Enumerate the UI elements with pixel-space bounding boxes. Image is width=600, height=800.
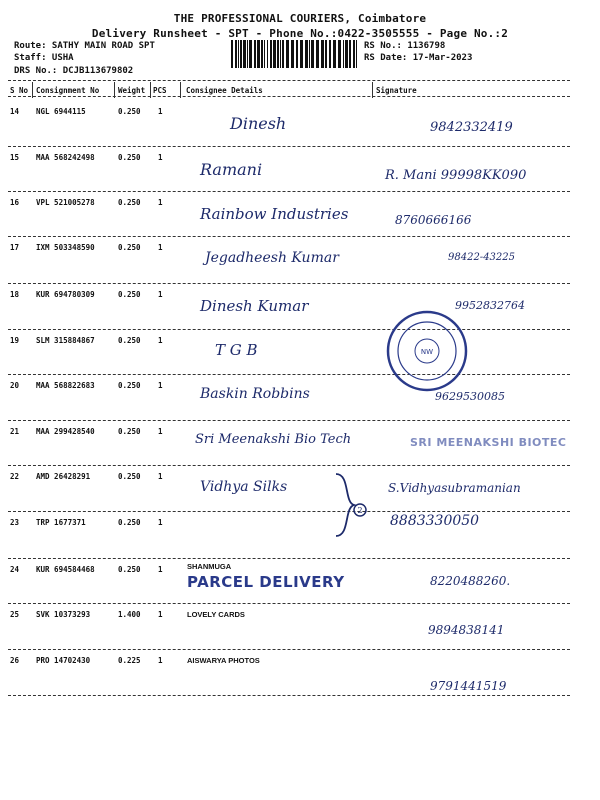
rs-number: RS No.: 1136798 bbox=[364, 41, 446, 51]
row-sno: 18 bbox=[10, 290, 20, 299]
row-weight: 0.250 bbox=[118, 381, 141, 390]
row-consignment: KUR 694780309 bbox=[36, 290, 95, 299]
row-weight: 0.250 bbox=[118, 243, 141, 252]
row-sno: 23 bbox=[10, 518, 20, 527]
row-signature: 9791441519 bbox=[430, 679, 507, 693]
row-signature: R. Mani 99998KK090 bbox=[385, 168, 527, 183]
row-divider bbox=[8, 283, 570, 284]
row-weight: 0.225 bbox=[118, 656, 141, 665]
row-sno: 16 bbox=[10, 198, 20, 207]
row-weight: 0.250 bbox=[118, 198, 141, 207]
row-consignment: AMD 26428291 bbox=[36, 472, 91, 481]
row-consignee-handwritten: Rainbow Industries bbox=[200, 205, 349, 223]
runsheet-title: THE PROFESSIONAL COURIERS, Coimbatore bbox=[173, 12, 427, 25]
row-consignee-name: SHANMUGA bbox=[187, 562, 232, 571]
col-signature: Signature bbox=[376, 86, 417, 95]
row-signature: 9894838141 bbox=[428, 623, 505, 637]
row-sno: 17 bbox=[10, 243, 20, 252]
row-signature: 9952832764 bbox=[455, 299, 525, 312]
row-sno: 24 bbox=[10, 565, 20, 574]
row-sno: 21 bbox=[10, 427, 20, 436]
row-consignee-handwritten: Vidhya Silks bbox=[200, 479, 288, 495]
row-pcs: 1 bbox=[158, 381, 163, 390]
row-pcs: 1 bbox=[158, 243, 163, 252]
row-sno: 25 bbox=[10, 610, 20, 619]
row-consignee-handwritten: Ramani bbox=[200, 160, 263, 179]
runsheet-subtitle: Delivery Runsheet - SPT - Phone No.:0422-3505555 - Page No.:2 bbox=[91, 27, 509, 40]
row-consignment: MAA 568242498 bbox=[36, 153, 95, 162]
drs-number: DRS No.: DCJB113679802 bbox=[14, 66, 134, 76]
row-weight: 1.400 bbox=[118, 610, 141, 619]
row-pcs: 1 bbox=[158, 153, 163, 162]
row-divider bbox=[8, 374, 570, 375]
row-signature: S.Vidhyasubramanian bbox=[388, 481, 521, 495]
row-sno: 14 bbox=[10, 107, 20, 116]
row-consignee-name: AISWARYA PHOTOS bbox=[187, 656, 260, 665]
row-consignment: TRP 1677371 bbox=[36, 518, 86, 527]
row-weight: 0.250 bbox=[118, 565, 141, 574]
company-stamp-text: SRI MEENAKSHI BIOTEC bbox=[410, 436, 567, 449]
row-pcs: 1 bbox=[158, 656, 163, 665]
row-pcs: 1 bbox=[158, 518, 163, 527]
row-sno: 19 bbox=[10, 336, 20, 345]
row-divider bbox=[8, 146, 570, 147]
row-divider bbox=[8, 558, 570, 559]
row-divider bbox=[8, 511, 570, 512]
staff-label: Staff: USHA bbox=[14, 53, 74, 63]
row-consignee-handwritten: Jegadheesh Kumar bbox=[205, 250, 339, 266]
col-divider bbox=[150, 82, 151, 98]
row-weight: 0.250 bbox=[118, 518, 141, 527]
row-sno: 15 bbox=[10, 153, 20, 162]
col-weight: Weight bbox=[118, 86, 146, 95]
route-label: Route: SATHY MAIN ROAD SPT bbox=[14, 41, 155, 51]
row-divider bbox=[8, 649, 570, 650]
row-divider bbox=[8, 603, 570, 604]
row-weight: 0.250 bbox=[118, 427, 141, 436]
bank-seal-icon bbox=[385, 309, 469, 393]
row-weight: 0.250 bbox=[118, 472, 141, 481]
row-signature: 8760666166 bbox=[395, 213, 472, 227]
col-pcs: PCS bbox=[153, 86, 167, 95]
row-pcs: 1 bbox=[158, 336, 163, 345]
row-divider bbox=[8, 236, 570, 237]
row-pcs: 1 bbox=[158, 610, 163, 619]
row-consignment: PRO 14702430 bbox=[36, 656, 91, 665]
col-divider bbox=[114, 82, 115, 98]
row-sno: 26 bbox=[10, 656, 20, 665]
row-pcs: 1 bbox=[158, 565, 163, 574]
row-consignment: MAA 299428540 bbox=[36, 427, 95, 436]
row-signature: 8883330050 bbox=[390, 513, 480, 529]
row-consignee-handwritten: Baskin Robbins bbox=[200, 386, 310, 402]
row-weight: 0.250 bbox=[118, 107, 141, 116]
row-pcs: 1 bbox=[158, 472, 163, 481]
row-consignment: SVK 10373293 bbox=[36, 610, 91, 619]
bracket-mark-icon bbox=[330, 470, 370, 540]
row-consignee-handwritten: Dinesh Kumar bbox=[200, 297, 309, 315]
col-divider bbox=[372, 82, 373, 98]
row-pcs: 1 bbox=[158, 427, 163, 436]
row-consignee-name: LOVELY CARDS bbox=[187, 610, 245, 619]
row-consignment: IXM 503348590 bbox=[36, 243, 95, 252]
col-divider bbox=[180, 82, 181, 98]
header-bottom-rule bbox=[8, 96, 570, 97]
rs-date: RS Date: 17-Mar-2023 bbox=[364, 53, 473, 63]
col-consignment: Consignment No bbox=[36, 86, 100, 95]
header-top-rule bbox=[8, 80, 570, 81]
row-weight: 0.250 bbox=[118, 336, 141, 345]
col-consignee: Consignee Details bbox=[186, 86, 263, 95]
parcel-delivery-stamp: PARCEL DELIVERY bbox=[187, 573, 345, 591]
row-consignee-handwritten: T G B bbox=[215, 341, 258, 359]
row-signature: 9842332419 bbox=[430, 120, 513, 135]
row-signature: 98422-43225 bbox=[448, 252, 516, 263]
row-consignment: MAA 568822683 bbox=[36, 381, 95, 390]
col-divider bbox=[32, 82, 33, 98]
barcode-icon bbox=[231, 40, 359, 68]
row-pcs: 1 bbox=[158, 198, 163, 207]
row-signature: 8220488260. bbox=[430, 574, 511, 588]
row-divider bbox=[8, 695, 570, 696]
row-consignee-handwritten: Sri Meenakshi Bio Tech bbox=[195, 432, 352, 447]
row-divider bbox=[8, 420, 570, 421]
row-divider bbox=[8, 191, 570, 192]
row-divider bbox=[8, 329, 570, 330]
svg-text:2: 2 bbox=[357, 506, 363, 515]
row-consignment: VPL 521005278 bbox=[36, 198, 95, 207]
row-weight: 0.250 bbox=[118, 290, 141, 299]
svg-text:NW: NW bbox=[420, 348, 434, 356]
row-weight: 0.250 bbox=[118, 153, 141, 162]
row-divider bbox=[8, 465, 570, 466]
row-consignment: KUR 694584468 bbox=[36, 565, 95, 574]
row-sno: 22 bbox=[10, 472, 20, 481]
row-consignee-handwritten: Dinesh bbox=[230, 114, 287, 133]
row-pcs: 1 bbox=[158, 107, 163, 116]
col-sno: S No bbox=[10, 86, 29, 95]
row-sno: 20 bbox=[10, 381, 20, 390]
row-consignment: NGL 6944115 bbox=[36, 107, 86, 116]
row-pcs: 1 bbox=[158, 290, 163, 299]
row-consignment: SLM 315884867 bbox=[36, 336, 95, 345]
row-signature: 9629530085 bbox=[435, 390, 505, 403]
